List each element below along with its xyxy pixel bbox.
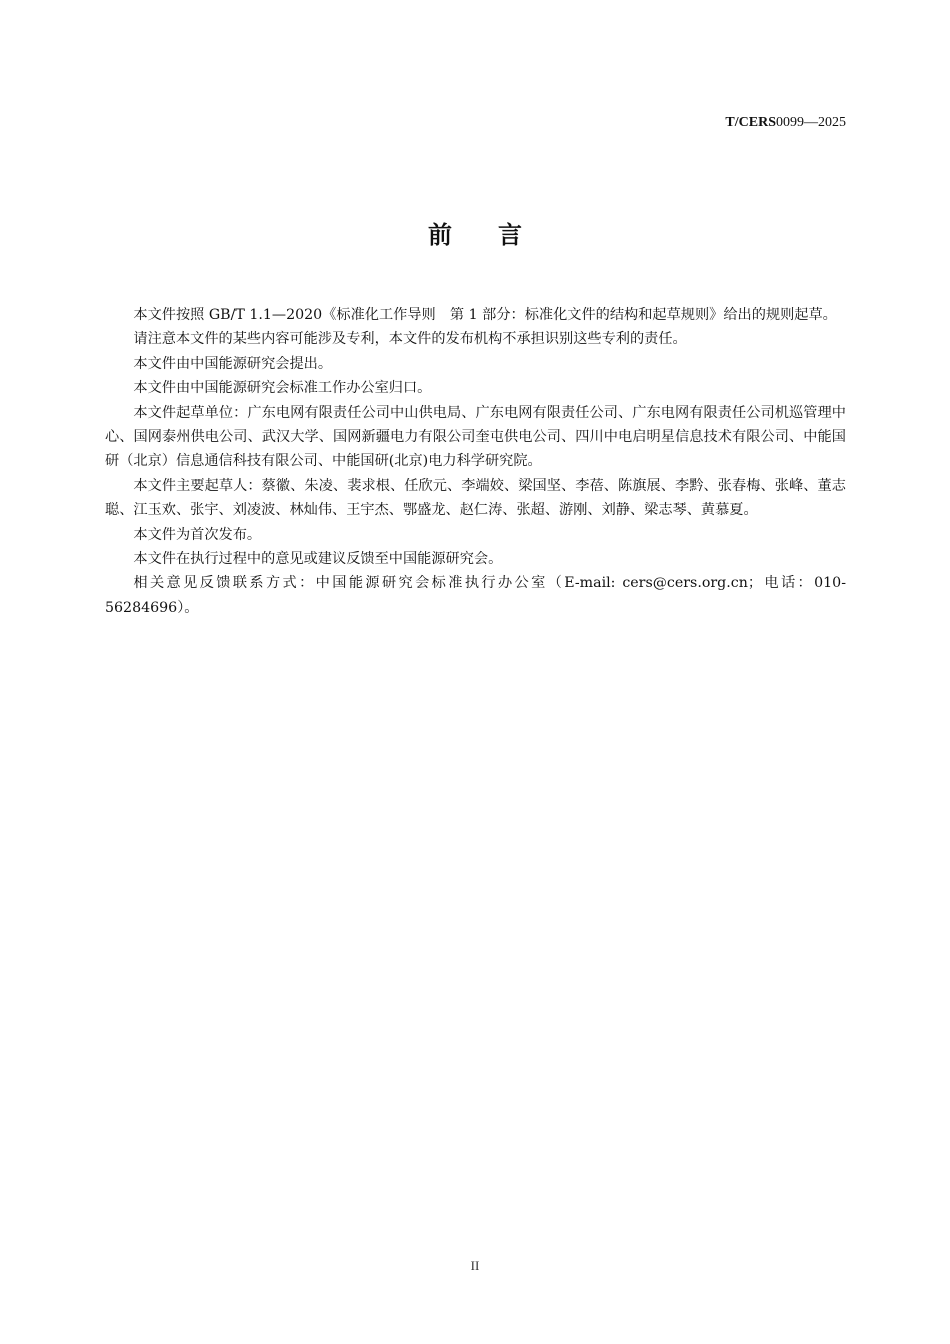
paragraph-drafters: 本文件主要起草人：蔡徽、朱凌、裴求根、任欣元、李端姣、梁国坚、李蓓、陈旗展、李黔、张春梅、张峰、董志聪、江玉欢、张宇、刘凌波、林灿伟、王宇杰、鄂盛龙、赵仁涛、张超、游刚、刘静、梁志琴、黄慕夏。	[105, 477, 846, 519]
page-title: 前言	[428, 221, 568, 249]
paragraph-contact: 相关意见反馈联系方式：中国能源研究会标准执行办公室（E-mail: cers@cers.org.cn；电话：010-56284696）。	[105, 575, 846, 616]
paragraph-patent-notice: 请注意本文件的某些内容可能涉及专利，本文件的发布机构不承担识别这些专利的责任。	[133, 331, 687, 348]
paragraph-first-release: 本文件为首次发布。	[133, 526, 262, 543]
paragraph-administrator: 本文件由中国能源研究会标准工作办公室归口。	[133, 380, 432, 397]
paragraph-feedback: 本文件在执行过程中的意见或建议反馈至中国能源研究会。	[133, 551, 503, 568]
page-number: II	[470, 1258, 480, 1273]
paragraph-proposer: 本文件由中国能源研究会提出。	[133, 355, 333, 372]
document-code-number: 0099—2025	[776, 115, 846, 130]
paragraph-drafting-rules: 本文件按照 GB/T 1.1—2020《标准化工作导则 第 1 部分：标准化文件的结构和起草规则》给出的规则起草。	[133, 307, 837, 323]
paragraph-drafting-units: 本文件起草单位：广东电网有限责任公司中山供电局、广东电网有限责任公司、广东电网有限责任公司机巡管理中心、国网泰州供电公司、武汉大学、国网新疆电力有限公司奎屯供电公司、四川中电启明星信息技术有限公司、中能国研（北京）信息通信科技有限公司、中能国研(北京)电力科学研究院。	[105, 404, 846, 470]
foreword-body	[105, 303, 846, 620]
document-code-prefix: T/CERS	[725, 115, 776, 130]
document-code	[725, 114, 846, 132]
